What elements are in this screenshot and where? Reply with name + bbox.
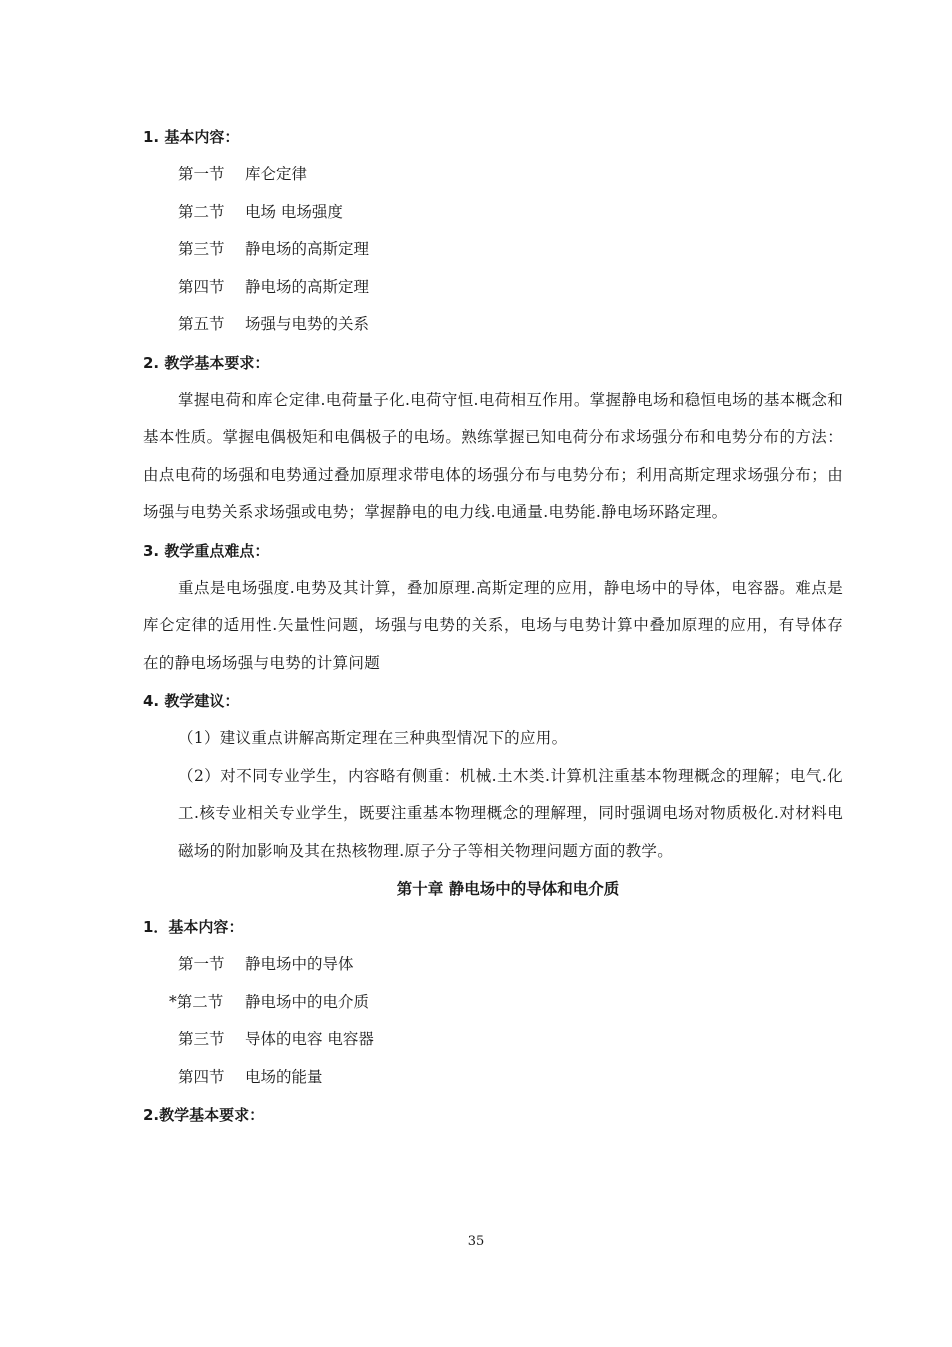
- section-item: [143, 156, 843, 194]
- section-item: [143, 231, 843, 269]
- section-title: 电场 电场强度: [245, 202, 343, 221]
- page-number: 35: [467, 1234, 485, 1249]
- section-item: [143, 946, 843, 984]
- section-title: 静电场中的电介质: [245, 992, 370, 1011]
- section-item: [143, 306, 843, 344]
- section-number: 第二节: [178, 202, 225, 221]
- section-number: 第五节: [178, 315, 225, 333]
- page-content: [143, 118, 843, 1134]
- heading-teaching-requirements: 2.教学基本要求：: [143, 1106, 265, 1124]
- suggestion-2: （2）对不同专业学生，内容略有侧重：机械.土木类.计算机注重基本物理概念的理解；电气.化工.核专业相关专业学生，既要注重基本物理概念的理解理，同时强调电场对物质极化.对材料电磁场的附加影响及其在热核物理.原子分子等相关物理问题方面的教学。: [178, 766, 843, 860]
- section-title: 场强与电势的关系: [245, 315, 370, 333]
- section-number: 第一节: [178, 955, 225, 973]
- section-number: 第三节: [178, 1030, 225, 1048]
- section-item: [143, 984, 843, 1022]
- section-title: 静电场的高斯定理: [245, 240, 370, 258]
- chapter-title: 第十章 静电场中的导体和电介质: [396, 880, 620, 898]
- section-item: [143, 194, 843, 232]
- section-title: 库仑定律: [245, 165, 308, 183]
- heading-key-points: 3. 教学重点难点：: [143, 541, 270, 560]
- section-number: 第一节: [178, 165, 225, 183]
- heading-basic-content: 1. 基本内容：: [143, 128, 240, 146]
- suggestion-1: （1）建议重点讲解高斯定理在三种典型情况下的应用。: [178, 729, 568, 747]
- requirements-paragraph: 掌握电荷和库仑定律.电荷量子化.电荷守恒.电荷相互作用。掌握静电场和稳恒电场的基本概念和基本性质。掌握电偶极矩和电偶极子的电场。熟练掌握已知电荷分布求场强分布和电势分布的方法：由点电荷的场强和电势通过叠加原理求带电体的场强分布与电势分布；利用高斯定理求场强分布；由场强与电势关系求场强或电势；掌握静电的电力线.电通量.电势能.静电场环路定理。: [143, 390, 843, 521]
- section-title: 导体的电容 电容器: [245, 1030, 374, 1048]
- section-title: 电场的能量: [245, 1067, 323, 1086]
- section-number: 第三节: [178, 240, 225, 258]
- heading-basic-content: 1．基本内容：: [143, 918, 244, 936]
- heading-suggestions: 4. 教学建议：: [143, 692, 240, 710]
- heading-teaching-requirements: 2. 教学基本要求：: [143, 353, 270, 372]
- key-points-paragraph: 重点是电场强度.电势及其计算，叠加原理.高斯定理的应用，静电场中的导体，电容器。难点是库仑定律的适用性.矢量性问题，场强与电势的关系，电场与电势计算中叠加原理的应用，有导体存在的静电场场强与电势的计算问题: [143, 578, 843, 672]
- section-item: [143, 269, 843, 307]
- section-item: [143, 1059, 843, 1097]
- section-item: [143, 1021, 843, 1059]
- section-number: 第四节: [178, 277, 225, 296]
- section-number: *第二节: [169, 992, 224, 1011]
- section-title: 静电场中的导体: [245, 955, 354, 973]
- section-number: 第四节: [178, 1067, 225, 1086]
- section-title: 静电场的高斯定理: [245, 277, 370, 296]
